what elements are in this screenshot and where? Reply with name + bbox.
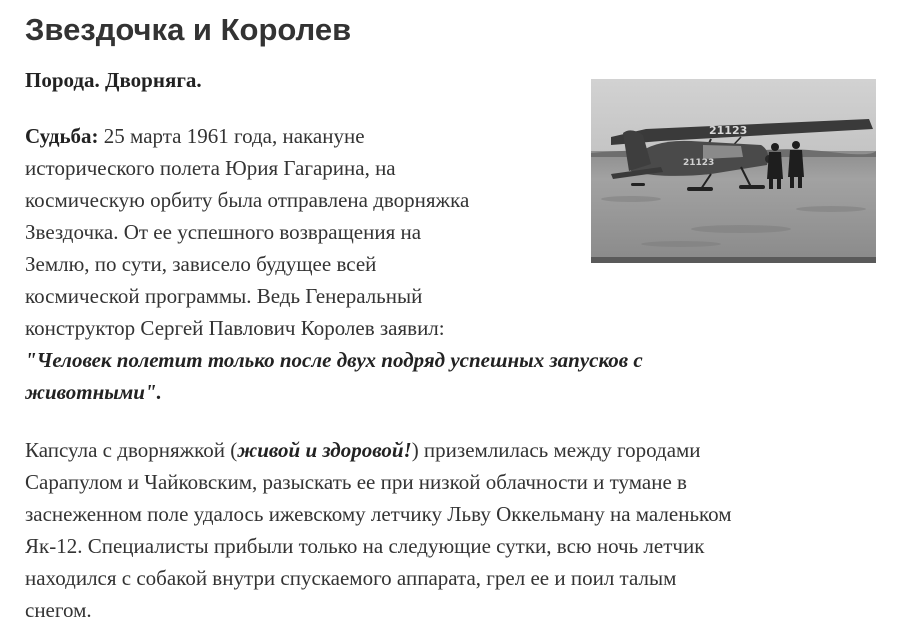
fate-label: Судьба:: [25, 124, 99, 148]
capsule-line: заснеженном поле удалось ижевскому летчику Льву Оккельману на маленьком: [25, 502, 732, 526]
fate-paragraph: [25, 120, 877, 408]
fate-text: 25 марта 1961 года, накануне: [98, 124, 365, 148]
capsule-line-1: [25, 434, 877, 466]
breed-line: Порода. Дворняга.: [25, 68, 202, 92]
fate-line-1: [25, 120, 877, 152]
fate-line: Звездочка. От ее успешного возвращения на: [25, 220, 422, 244]
capsule-emphasis: живой и здоровой!: [237, 438, 412, 462]
capsule-line: снегом.: [25, 598, 92, 622]
wing-marking: 21123: [709, 124, 748, 137]
fuselage-marking: 21123: [683, 158, 715, 168]
fate-line: исторического полета Юрия Гагарина, на: [25, 156, 396, 180]
fate-line: Землю, по сути, зависело будущее всей: [25, 252, 377, 276]
fate-line: конструктор Сергей Павлович Королев заявил:: [25, 316, 445, 340]
capsule-text: Капсула с дворняжкой (: [25, 438, 238, 462]
capsule-line: Сарапулом и Чайковским, разыскать ее при низкой облачности и тумане в: [25, 470, 687, 494]
capsule-text: ) приземлилась между городами: [411, 438, 701, 462]
korolev-quote-line: животными".: [25, 380, 162, 404]
article-title: Звездочка и Королев: [25, 12, 352, 47]
fate-line: космической программы. Ведь Генеральный: [25, 284, 423, 308]
fate-line: космическую орбиту была отправлена дворняжка: [25, 188, 470, 212]
capsule-paragraph: [25, 434, 877, 626]
capsule-line: Як-12. Специалисты прибыли только на следующие сутки, всю ночь летчик: [25, 534, 705, 558]
capsule-line: находился с собакой внутри спускаемого аппарата, грел ее и поил талым: [25, 566, 677, 590]
korolev-quote-line: "Человек полетит только после двух подряд успешных запусков с: [25, 348, 643, 372]
